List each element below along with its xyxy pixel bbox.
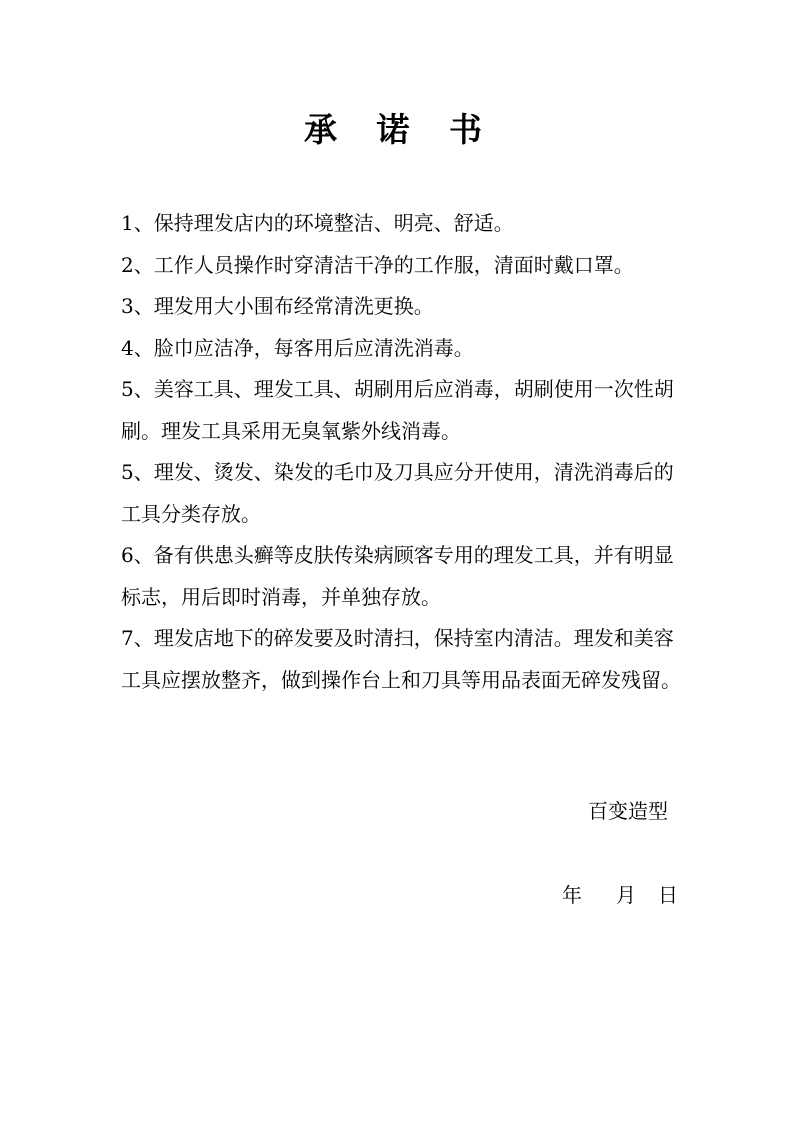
commitment-item-1: 1、保持理发店内的环境整洁、明亮、舒适。 (121, 211, 514, 235)
commitment-item-4: 4、脸巾应洁净，每客用后应清洗消毒。 (121, 335, 474, 360)
commitment-item-2: 2、工作人员操作时穿清洁干净的工作服，清面时戴口罩。 (121, 252, 634, 277)
date-month-label: 月 (616, 883, 636, 907)
date-day-label: 日 (658, 883, 678, 907)
commitment-item-7: 6、备有供患头癣等皮肤传染病顾客专用的理发工具，并有明显标志，用后即时消毒，并单独存放。 (121, 543, 674, 609)
signer-name: 百变造型 (588, 799, 668, 823)
commitment-item-3: 3、理发用大小围布经常清洗更换。 (121, 294, 434, 318)
date-year-label: 年 (562, 883, 582, 907)
commitment-item-6: 5、理发、烫发、染发的毛巾及刀具应分开使用，清洗消毒后的工具分类存放。 (121, 460, 674, 526)
document-title: 承 诺 书 (304, 110, 496, 149)
commitment-list (121, 203, 681, 701)
commitment-item-5: 5、美容工具、理发工具、胡刷用后应消毒，胡刷使用一次性胡刷。理发工具采用无臭氧紫外线消毒。 (121, 377, 674, 443)
commitment-item-8: 7、理发店地下的碎发要及时清扫，保持室内清洁。理发和美容工具应摆放整齐，做到操作台上和刀具等用品表面无碎发残留。 (121, 626, 681, 692)
